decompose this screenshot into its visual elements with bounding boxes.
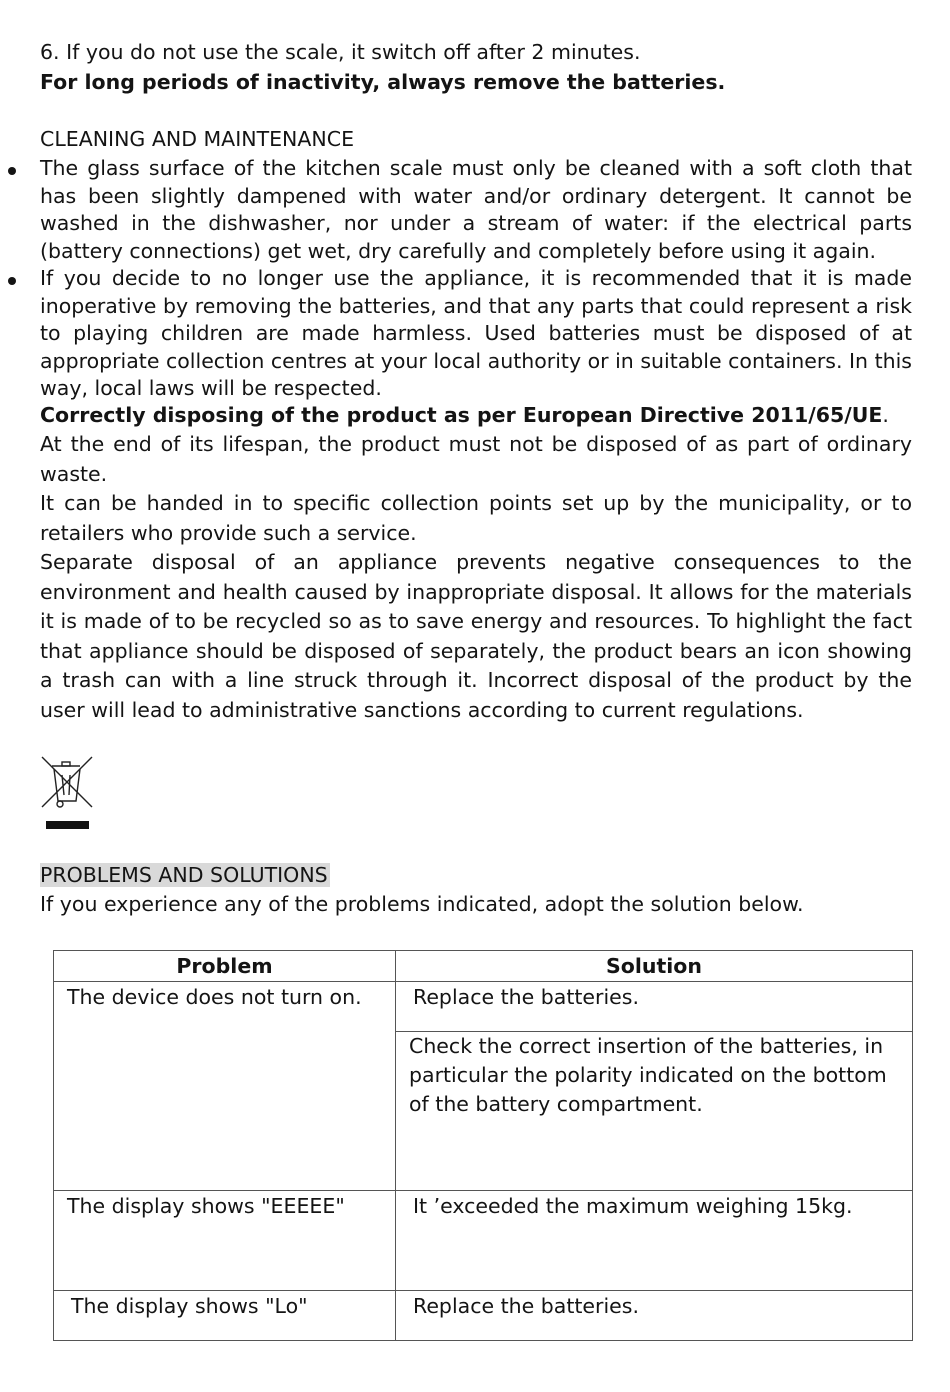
problems-heading [40,861,330,890]
column-header-problem: Problem [54,951,396,982]
disposal-paragraph-collection: It can be handed in to specific collection points set up by the municipality, or to retailers who provide such a service. [40,491,912,545]
problem-text: The display shows "Lo" [71,1294,308,1318]
disposal-paragraph-lifespan: At the end of its lifespan, the product must not be disposed of as part of ordinary waste. [40,432,912,486]
cleaning-bullet-glass-surface: The glass surface of the kitchen scale must only be cleaned with a soft cloth that has been slightly dampened with water and/or ordinary detergent. It cannot be washed in the dishwasher, nor under a stream of water: if the electrical parts (battery connections) get wet, dry carefully and completely before using it again. [40,156,912,263]
problem-text: The device does not turn on. [67,985,362,1009]
table-header-row [54,951,913,982]
column-header-solution: Solution [396,951,913,982]
table-row [54,1291,913,1341]
disposal-paragraph-separate: Separate disposal of an appliance prevents negative consequences to the environment and health caused by inappropriate disposal. It allows for the materials it is made of to be recycled so as to save energy and resources. To highlight the fact that appliance should be disposed of separately, the product bears an icon showing a trash can with a line struck through it. Incorrect disposal of the product by the user will lead to administrative sanctions according to current regulations. [40,550,912,722]
problem-text: The display shows "EEEEE" [67,1194,345,1218]
problems-intro: If you experience any of the problems indicated, adopt the solution below. [40,892,804,916]
bullet-marker [8,167,16,175]
problem-cell [54,982,396,1191]
bullet-marker [8,277,16,285]
table-row [54,982,913,1032]
solution-text: Check the correct insertion of the batteries, in particular the polarity indicated on the bottom of the battery compartment. [409,1034,887,1116]
solution-text: It ’exceeded the maximum weighing 15kg. [413,1194,853,1218]
problems-heading-text: PROBLEMS AND SOLUTIONS [40,863,328,887]
intro-line-auto-off: 6. If you do not use the scale, it switch off after 2 minutes. [40,40,641,64]
cleaning-heading: CLEANING AND MAINTENANCE [40,127,355,151]
solution-cell [396,1191,913,1291]
disposal-heading-period: . [882,403,889,427]
intro-line-remove-batteries: For long periods of inactivity, always remove the batteries. [40,70,726,94]
problem-cell [54,1191,396,1291]
disposal-heading [40,401,889,430]
disposal-heading-text: Correctly disposing of the product as per European Directive 2011/65/UE [40,403,883,427]
cleaning-bullet-removal: If you decide to no longer use the appliance, it is recommended that it is made inoperative by removing the batteries, and that any parts that could represent a risk to playing children are made harmless. Used batteries must be disposed of at appropriate collection centres at your local authority or in suitable containers. In this way, local laws will be respected. [40,266,912,400]
crossed-out-wheelie-bin-icon [40,755,96,831]
solution-text: Replace the batteries. [413,985,639,1009]
solution-text: Replace the batteries. [413,1294,639,1318]
solution-cell [396,1032,913,1191]
table-row [54,1191,913,1291]
problems-solutions-table [53,950,913,1341]
solution-cell [396,982,913,1032]
solution-cell [396,1291,913,1341]
problem-cell [54,1291,396,1341]
